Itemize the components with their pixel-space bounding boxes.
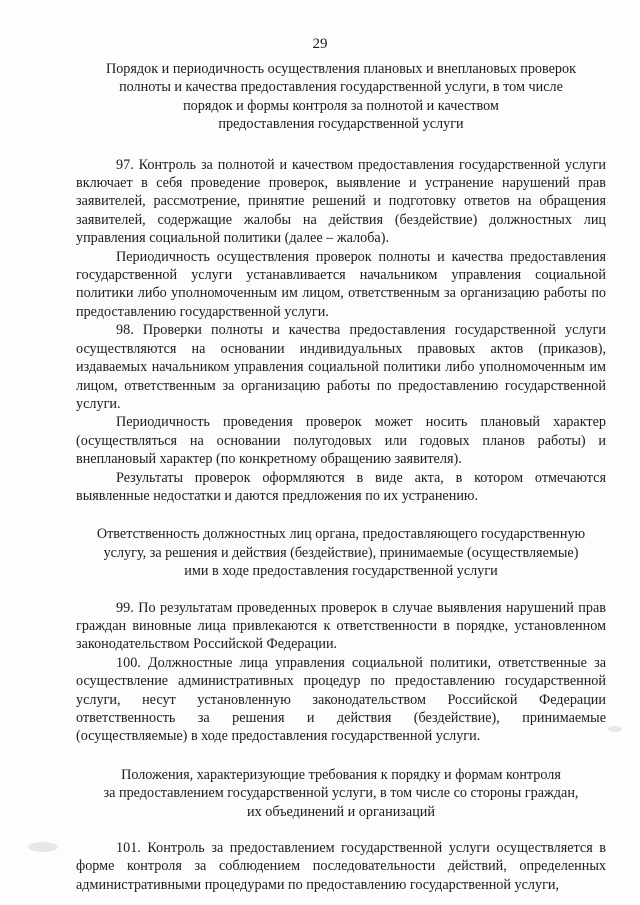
paragraph-99: 99. По результатам проведенных проверок в случае выявления нарушений прав граждан виновные лица привлекаются к ответственности в порядке, установленном законодательством Российской Федерации. (76, 599, 606, 653)
section-heading-responsibility (76, 525, 606, 580)
paragraph-101: 101. Контроль за предоставлением государственной услуги осуществляется в форме контроля за соблюдением последовательности действий, определенных административными процедурами по предоставлению государственной услуги, (76, 840, 606, 893)
paragraph-98: 98. Проверки полноты и качества предоставления государственной услуги осуществляются на основании индивидуальных правовых актов (приказов), издаваемых начальником управления социальной политики либо уполномоченным им лицом, ответственным за организацию работы по предоставлению государственной услуги. (76, 322, 606, 412)
heading-line: Порядок и периодичность осуществления плановых и внеплановых проверок (105, 61, 577, 77)
heading-line: полноты и качества предоставления государственной услуги, в том числе (119, 79, 563, 96)
document-body (76, 60, 606, 894)
paragraph-100: 100. Должностные лица управления социальной политики, ответственные за осуществление административных процедур по предоставлению государственной услуги, несут установленную законодательством Российской Федерации ответственность за решения и действия (бездействие), принимаемые (осуществляемые) в ходе предоставления государственной услуги. (76, 654, 606, 745)
page-number: 29 (312, 36, 328, 52)
heading-line: Ответственность должностных лиц органа, предоставляющего государственную (96, 526, 586, 543)
heading-line: Положения, характеризующие требования к порядку и формам контроля (121, 766, 561, 783)
paragraph-periodicity: Периодичность осуществления проверок полноты и качества предоставления государственной услуги устанавливается начальником управления социальной политики либо уполномоченным им лицом, ответственным за организацию работы по предоставлению государственной услуги. (76, 248, 606, 320)
heading-line: за предоставлением государственной услуги, в том числе со стороны граждан, (103, 785, 579, 802)
heading-line: ими в ходе предоставления государственной услуги (184, 563, 498, 580)
section-heading-control-requirements (76, 766, 606, 821)
paragraph-inspection-type: Периодичность проведения проверок может носить плановый характер (осуществляться на основании полугодовых или годовых планов работы) и внеплановый характер (по конкретному обращению заявителя). (76, 414, 606, 468)
scan-smudge (608, 726, 622, 732)
scan-smudge (28, 842, 58, 852)
heading-line: услугу, за решения и действия (бездействие), принимаемые (осуществляемые) (103, 544, 579, 561)
heading-line: предоставления государственной услуги (218, 116, 464, 133)
paragraph-97: 97. Контроль за полнотой и качеством предоставления государственной услуги включает в себя проведение проверок, выявление и устранение нарушений прав заявителей, рассмотрение, принятие решений и подготовку ответов на обращения заявителей, содержащие жалобы на действия (бездействие) должностных лиц управления социальной политики (далее – жалоба). (76, 156, 606, 247)
paragraph-results: Результаты проверок оформляются в виде акта, в котором отмечаются выявленные недостатки и даются предложения по их устранению. (76, 469, 606, 504)
section-heading-inspections (76, 60, 606, 134)
heading-line: их объединений и организаций (247, 803, 435, 820)
heading-line: порядок и формы контроля за полнотой и качеством (183, 97, 499, 114)
